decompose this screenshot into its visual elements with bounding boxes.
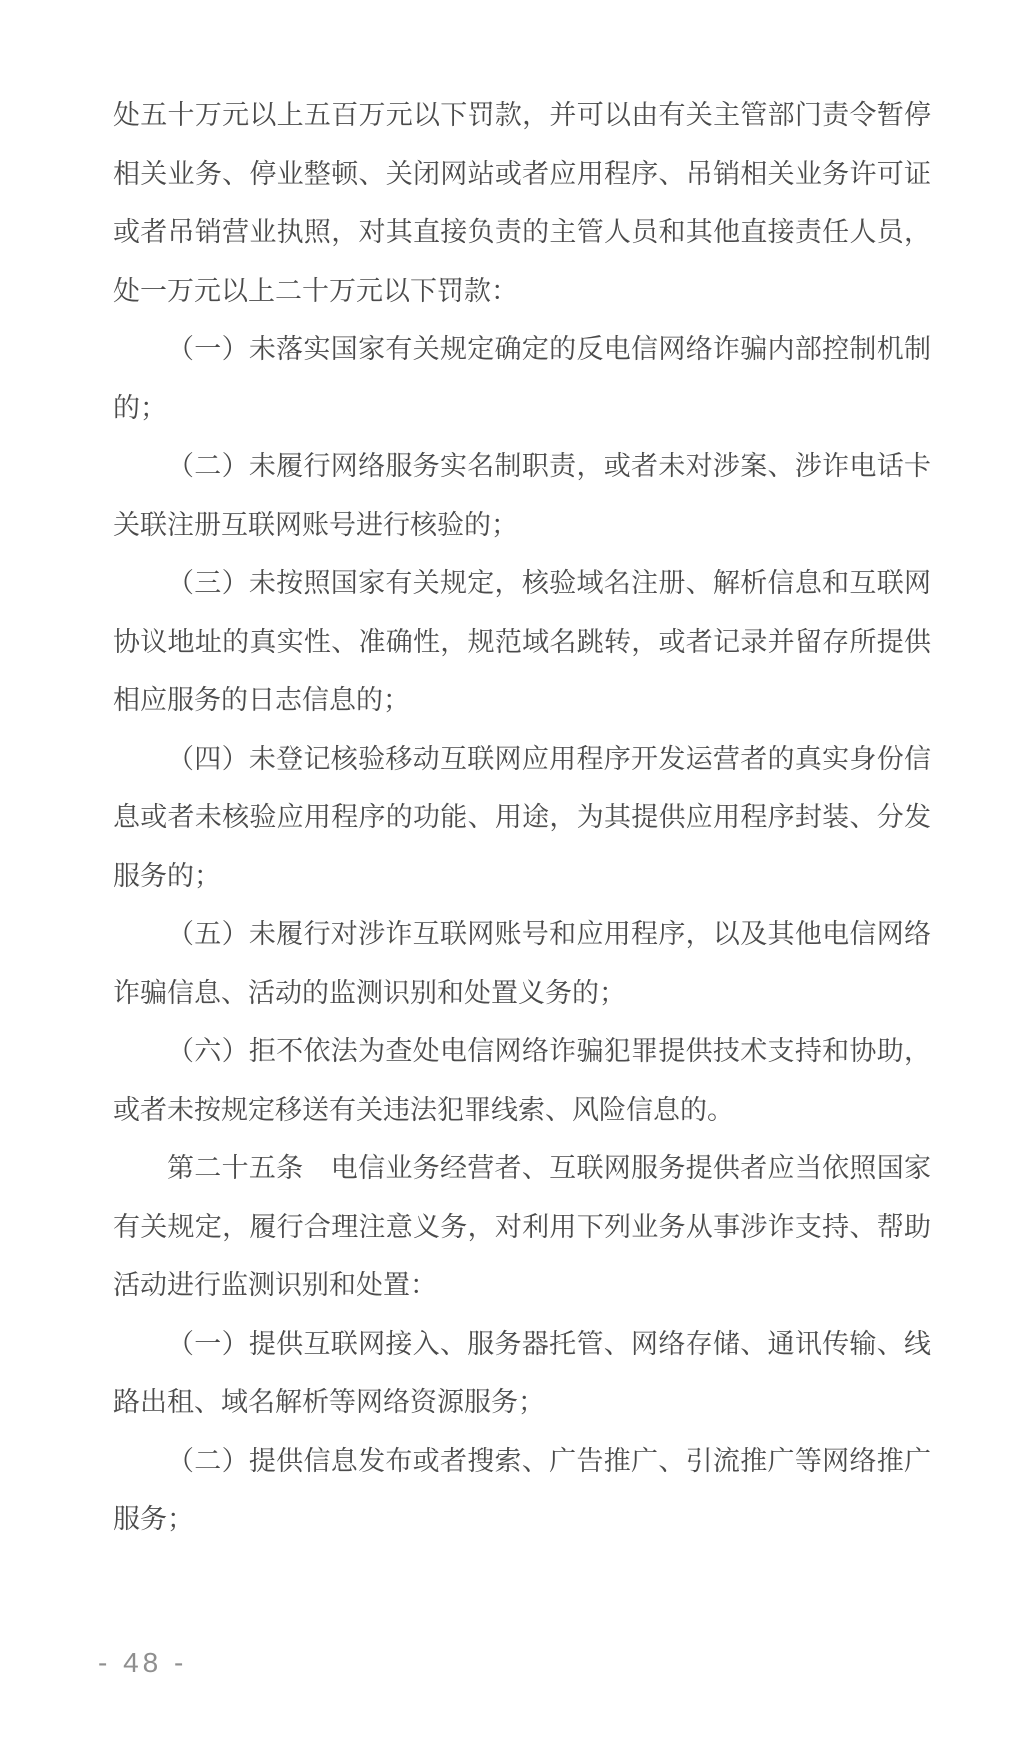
page-number: - 48 - [98, 1647, 188, 1678]
paragraph-continuation: 处五十万元以上五百万元以下罚款，并可以由有关主管部门责令暂停相关业务、停业整顿、关闭网站或者应用程序、吊销相关业务许可证或者吊销营业执照，对其直接负责的主管人员和其他直接责任人员，处一万元以上二十万元以下罚款： [113, 100, 931, 306]
paragraph-item-2: （二）未履行网络服务实名制职责，或者未对涉案、涉诈电话卡关联注册互联网账号进行核验的； [113, 451, 931, 540]
document-body-text [113, 86, 931, 1549]
paragraph-item-6: （六）拒不依法为查处电信网络诈骗犯罪提供技术支持和协助，或者未按规定移送有关违法犯罪线索、风险信息的。 [113, 1036, 931, 1125]
paragraph-item-5: （五）未履行对涉诈互联网账号和应用程序，以及其他电信网络诈骗信息、活动的监测识别和处置义务的； [113, 919, 931, 1008]
paragraph-article-25: 第二十五条 电信业务经营者、互联网服务提供者应当依照国家有关规定，履行合理注意义务，对利用下列业务从事涉诈支持、帮助活动进行监测识别和处置： [113, 1153, 931, 1300]
paragraph-item-4: （四）未登记核验移动互联网应用程序开发运营者的真实身份信息或者未核验应用程序的功能、用途，为其提供应用程序封装、分发服务的； [113, 743, 931, 891]
paragraph-article-25-item-1: （一）提供互联网接入、服务器托管、网络存储、通讯传输、线路出租、域名解析等网络资源服务； [113, 1328, 931, 1417]
paragraph-item-3: （三）未按照国家有关规定，核验域名注册、解析信息和互联网协议地址的真实性、准确性，规范域名跳转，或者记录并留存所提供相应服务的日志信息的； [113, 568, 931, 715]
paragraph-item-1: （一）未落实国家有关规定确定的反电信网络诈骗内部控制机制的； [113, 334, 931, 423]
paragraph-article-25-item-2: （二）提供信息发布或者搜索、广告推广、引流推广等网络推广服务； [113, 1445, 931, 1534]
